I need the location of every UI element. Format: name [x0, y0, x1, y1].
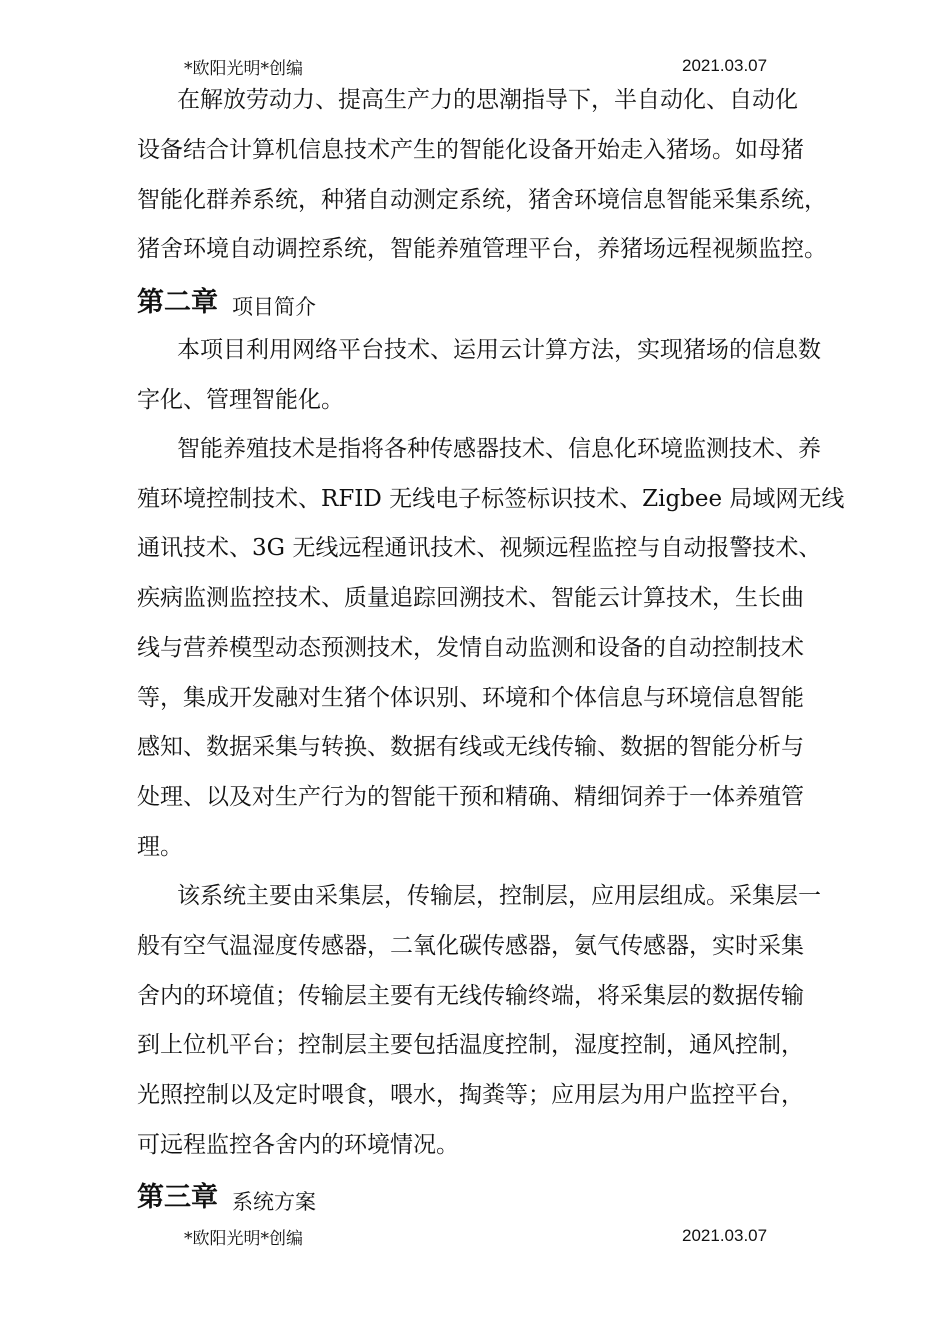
header-date: 2021.03.07	[682, 56, 768, 75]
text-line: 疾病监测监控技术、质量追踪回溯技术、智能云计算技术，生长曲	[137, 585, 804, 611]
chapter-number: 第三章	[137, 1182, 218, 1213]
text-line: 智能养殖技术是指将各种传感器技术、信息化环境监测技术、养	[177, 436, 821, 462]
text-line: 舍内的环境值；传输层主要有无线传输终端，将采集层的数据传输	[137, 983, 804, 1009]
text-line: 在解放劳动力、提高生产力的思潮指导下，半自动化、自动化	[177, 87, 798, 113]
text-line: 通讯技术、3G 无线远程通讯技术、视频远程监控与自动报警技术、	[137, 535, 822, 561]
text-line: 等，集成开发融对生猪个体识别、环境和个体信息与环境信息智能	[137, 685, 804, 711]
text-line: 般有空气温湿度传感器，二氧化碳传感器，氨气传感器，实时采集	[137, 933, 804, 959]
text-line: 本项目利用网络平台技术、运用云计算方法，实现猪场的信息数	[177, 337, 821, 363]
text-line: 猪舍环境自动调控系统，智能养殖管理平台，养猪场远程视频监控。	[137, 236, 827, 262]
text-line: 到上位机平台；控制层主要包括温度控制，湿度控制，通风控制，	[137, 1032, 804, 1058]
text-line: 处理、以及对生产行为的智能干预和精确、精细饲养于一体养殖管	[137, 784, 804, 810]
text-line: 智能化群养系统，种猪自动测定系统，猪舍环境信息智能采集系统，	[137, 187, 827, 213]
chapter-2-heading	[137, 280, 316, 319]
header-author: *欧阳光明*创编	[184, 59, 303, 79]
footer-date: 2021.03.07	[682, 1226, 768, 1245]
text-line: 可远程监控各舍内的环境情况。	[137, 1132, 459, 1158]
text-line: 光照控制以及定时喂食，喂水，掏粪等；应用层为用户监控平台，	[137, 1082, 804, 1108]
chapter-title: 项目简介	[232, 295, 316, 319]
text-line: 该系统主要由采集层，传输层，控制层，应用层组成。采集层一	[177, 883, 821, 909]
text-line: 设备结合计算机信息技术产生的智能化设备开始走入猪场。如母猪	[137, 137, 804, 163]
chapter-title: 系统方案	[232, 1190, 316, 1214]
footer-author: *欧阳光明*创编	[184, 1229, 303, 1249]
chapter-3-heading	[137, 1175, 316, 1214]
text-line: 线与营养模型动态预测技术，发情自动监测和设备的自动控制技术	[137, 635, 804, 661]
text-line: 字化、管理智能化。	[137, 387, 344, 413]
chapter-number: 第二章	[137, 287, 218, 318]
text-line: 殖环境控制技术、RFID 无线电子标签标识技术、Zigbee 局域网无线	[137, 486, 845, 512]
text-line: 理。	[137, 834, 183, 860]
text-line: 感知、数据采集与转换、数据有线或无线传输、数据的智能分析与	[137, 734, 804, 760]
